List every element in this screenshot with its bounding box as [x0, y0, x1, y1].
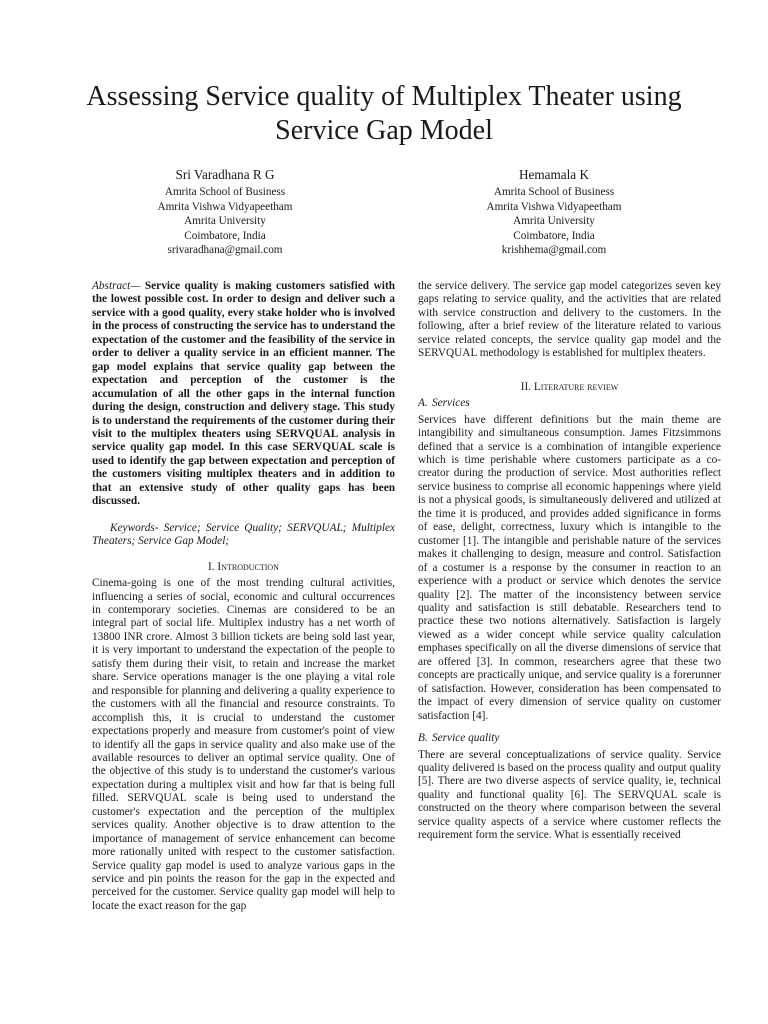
services-text: Services have different definitions but the main theme are intangibility and simultaneous consumption. James Fitzsimmons defined that a service is a combination of intangible experience which is time perishable where customers participate as a co-creator during the production of service. Most authorities reflect service business to comprise all economic happenings where yield is not a physical goods, is simultaneously delivered and utilized at the time it is produced, and provides added significance in forms of ease, delight, correctness, luxury which is intangible to the customer [1]. The intangible and perishable nature of the services makes it challenging to design, measure and control. Satisfaction of a costumer is a response by the consumer in reaction to an experience with a product or service which denotes the service quality [2]. The matter of the inconsistency between service quality and satisfaction is still debatable. Researchers tend to practice these two notions alternatively. Satisfaction is largely viewed as a wider concept while service quality calculation emphases specifically on all the diverse dimensions of service that are offered [3]. In common, researchers agree that these two concepts are practically unique, and service quality is a forerunner of satisfaction. However, consideration has been compensated to the impact of every dimension of service quality on customer satisfaction [4].: [418, 413, 721, 722]
right-column: [418, 280, 721, 843]
service-quality-text: There are several conceptualizations of service quality. Service quality delivered is based on the process quality and output quality [5]. There are two diverse aspects of service quality, ie, technical quality and functional quality [6]. The SERVQUAL scale is constructed on the theory where comparison between the several service quality aspects of a service where customer reflects the requirement form the service. What is essentially received: [418, 748, 721, 842]
author-block-1: [95, 166, 355, 258]
author-name: Hemamala K: [519, 167, 589, 182]
introduction-text: Cinema-going is one of the most trending cultural activities, influencing a series of social, economic and cultural occurrences in contemporary societies. Cinemas are considered to be an integral part of social life. Multiplex industry has a net worth of 13800 INR crore. Almost 3 billion tickets are being sold last year, it is very important to understand the expectation of the people to satisfy them during their visit, to retain and increase the market share. Service operations manager is the one playing a vital role and responsible for planning and delivering a quality experience to the customers with all the financial and resource constraints. To accomplish this, it is crucial to understand the customer expectations properly and measure from customer's point of view to identify all the gaps in service quality and also make use of the available resources to deliver an optimal service quality. One of the objective of this study is to understand the customer's various expectation during a multiplex visit and how far that is being full filled. SERVQUAL scale is being used to understand the customer's expectation and the perception of the multiplex services quality. Another objective is to draw attention to the importance of management of service enhancement can become more rationally united with respect to the customer satisfaction. Service quality gap model is used to analyze various gaps in the service and pin points the reason for the gap in the expected and perceived for the customer. Service quality gap model will help to locate the exact reason for the gap: [92, 577, 395, 912]
author-affiliation: Amrita Vishwa Vidyapeetham: [486, 200, 622, 213]
subsection-letter: B.: [418, 732, 428, 745]
author-name: Sri Varadhana R G: [175, 167, 275, 182]
author-email: srivaradhana@gmail.com: [167, 244, 283, 256]
abstract-text: Service quality is making customers satisfied with the lowest possible cost. In order to design and deliver such a service with a good quality, every stake holder who is involved in the process of constructing the service has to understand the expectation of the customer and the feasibility of the service in order to deliver a quality service in an efficient manner. The gap model explains that service quality gap between the expectation and perception of the customer is the accumulation of all the other gaps in the internal function during the design, construction and delivery stage. This study is to understand the requirements of the customer during their visit to the multiplex theaters using SERVQUAL analysis in service quality gap model. In this case SERVQUAL scale is used to identify the gap between expectation and perception of the customers visiting multiplex theaters and in addition to that an extensive study of other quality gaps has been discussed.: [92, 280, 395, 508]
subsection-heading-service-quality: [418, 732, 721, 745]
title-line-2: Service Gap Model: [275, 115, 493, 146]
section-heading-literature-review: II. Literature review: [520, 380, 619, 393]
introduction-continued-text: the service delivery. The service gap model categorizes seven key gaps relating to service quality, and the activities that are related with service construction and delivery to the customers. In the following, after a brief review of the literature related to various service related concepts, the service quality gap model and the SERVQUAL methodology is established for multiplex theaters.: [418, 280, 721, 360]
subsection-letter: A.: [418, 397, 428, 410]
author-affiliation: Amrita University: [513, 215, 595, 227]
author-affiliation: Amrita School of Business: [493, 186, 615, 198]
abstract-label: Abstract—: [92, 280, 141, 292]
keywords: Keywords- Service; Service Quality; SERVQUAL; Multiplex Theaters; Service Gap Model;: [92, 521, 395, 548]
subsection-title: Services: [432, 397, 470, 410]
author-location: Coimbatore, India: [513, 229, 595, 242]
author-email: krishhema@gmail.com: [501, 244, 607, 256]
author-affiliation: Amrita University: [184, 215, 266, 227]
paper-title: [40, 80, 728, 148]
left-column: [92, 280, 395, 913]
abstract: [92, 280, 395, 509]
title-line-1: Assessing Service quality of Multiplex Theater using: [86, 81, 682, 112]
author-location: Coimbatore, India: [184, 229, 266, 242]
author-affiliation: Amrita Vishwa Vidyapeetham: [157, 200, 293, 213]
subsection-title: Service quality: [432, 732, 500, 745]
section-heading-introduction: I. Introduction: [208, 560, 279, 573]
author-block-2: [424, 166, 684, 258]
subsection-heading-services: [418, 397, 721, 410]
author-affiliation: Amrita School of Business: [164, 186, 286, 198]
